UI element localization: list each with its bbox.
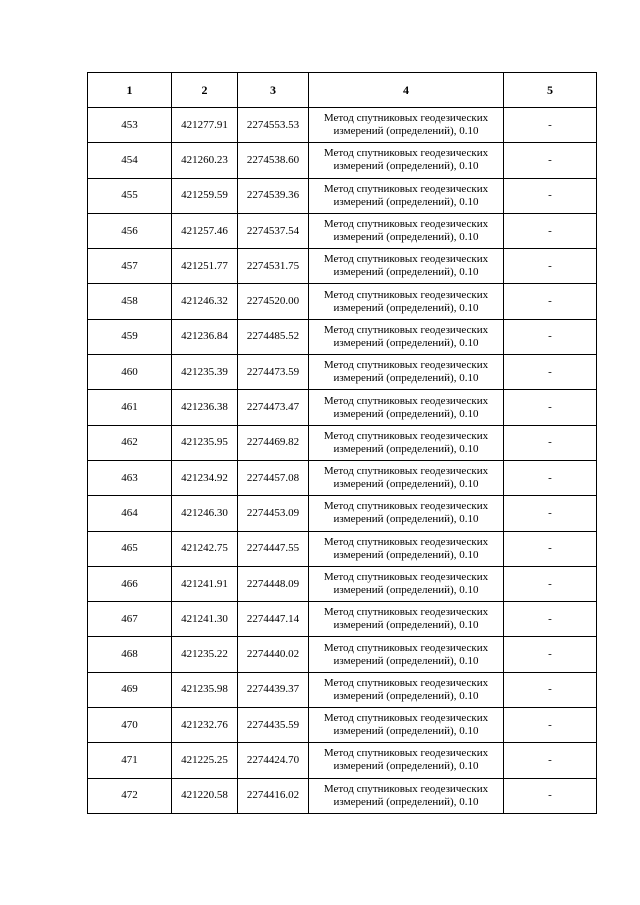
note-cell: - bbox=[504, 778, 597, 813]
table-row bbox=[88, 496, 597, 531]
method-cell bbox=[309, 108, 504, 143]
y-coordinate-cell: 2274531.75 bbox=[238, 249, 309, 284]
method-text-line: измерений (определений), 0.10 bbox=[333, 513, 479, 526]
method-text-line: Метод спутниковых геодезических bbox=[323, 500, 489, 513]
x-coordinate-cell: 421257.46 bbox=[172, 213, 238, 248]
x-coordinate-cell: 421235.22 bbox=[172, 637, 238, 672]
point-number-cell: 456 bbox=[88, 213, 172, 248]
table-row bbox=[88, 566, 597, 601]
x-coordinate-cell: 421251.77 bbox=[172, 249, 238, 284]
table-row bbox=[88, 743, 597, 778]
table-row bbox=[88, 425, 597, 460]
method-cell bbox=[309, 143, 504, 178]
x-coordinate-cell: 421232.76 bbox=[172, 708, 238, 743]
y-coordinate-cell: 2274473.59 bbox=[238, 355, 309, 390]
method-text-line: Метод спутниковых геодезических bbox=[323, 112, 489, 125]
method-text-line: Метод спутниковых геодезических bbox=[323, 288, 489, 301]
method-text-line: измерений (определений), 0.10 bbox=[333, 195, 479, 208]
method-text-line: измерений (определений), 0.10 bbox=[333, 231, 479, 244]
table-row bbox=[88, 108, 597, 143]
method-cell bbox=[309, 531, 504, 566]
point-number-cell: 469 bbox=[88, 672, 172, 707]
method-text-line: Метод спутниковых геодезических bbox=[323, 359, 489, 372]
y-coordinate-cell: 2274440.02 bbox=[238, 637, 309, 672]
note-cell: - bbox=[504, 637, 597, 672]
coordinates-table bbox=[87, 72, 597, 814]
x-coordinate-cell: 421259.59 bbox=[172, 178, 238, 213]
note-cell: - bbox=[504, 143, 597, 178]
method-cell bbox=[309, 743, 504, 778]
method-text-line: Метод спутниковых геодезических bbox=[323, 571, 489, 583]
note-cell: - bbox=[504, 531, 597, 566]
y-coordinate-cell: 2274537.54 bbox=[238, 213, 309, 248]
method-cell bbox=[309, 425, 504, 460]
point-number-cell: 461 bbox=[88, 390, 172, 425]
note-cell: - bbox=[504, 460, 597, 495]
y-coordinate-cell: 2274485.52 bbox=[238, 319, 309, 354]
method-text-line: Метод спутниковых геодезических bbox=[323, 782, 489, 795]
x-coordinate-cell: 421241.91 bbox=[172, 566, 238, 601]
method-text-line: измерений (определений), 0.10 bbox=[333, 689, 479, 702]
x-coordinate-cell: 421235.98 bbox=[172, 672, 238, 707]
method-cell bbox=[309, 249, 504, 284]
column-header-3: 3 bbox=[238, 73, 309, 108]
table-row bbox=[88, 213, 597, 248]
point-number-cell: 465 bbox=[88, 531, 172, 566]
x-coordinate-cell: 421225.25 bbox=[172, 743, 238, 778]
x-coordinate-cell: 421235.39 bbox=[172, 355, 238, 390]
method-text-line: Метод спутниковых геодезических bbox=[323, 429, 489, 442]
table-row bbox=[88, 672, 597, 707]
point-number-cell: 462 bbox=[88, 425, 172, 460]
note-cell: - bbox=[504, 496, 597, 531]
method-text-line: Метод спутниковых геодезических bbox=[323, 147, 489, 160]
method-text-line: Метод спутниковых геодезических bbox=[323, 253, 489, 266]
note-cell: - bbox=[504, 743, 597, 778]
table-row bbox=[88, 319, 597, 354]
note-cell: - bbox=[504, 425, 597, 460]
y-coordinate-cell: 2274539.36 bbox=[238, 178, 309, 213]
y-coordinate-cell: 2274448.09 bbox=[238, 566, 309, 601]
method-text-line: измерений (определений), 0.10 bbox=[333, 548, 479, 561]
y-coordinate-cell: 2274457.08 bbox=[238, 460, 309, 495]
note-cell: - bbox=[504, 249, 597, 284]
table-row bbox=[88, 460, 597, 495]
method-cell bbox=[309, 708, 504, 743]
method-text-line: измерений (определений), 0.10 bbox=[333, 654, 479, 667]
table-header-row bbox=[88, 73, 597, 108]
method-cell bbox=[309, 566, 504, 601]
method-cell bbox=[309, 213, 504, 248]
point-number-cell: 464 bbox=[88, 496, 172, 531]
table-row bbox=[88, 708, 597, 743]
table-row bbox=[88, 390, 597, 425]
method-cell bbox=[309, 496, 504, 531]
note-cell: - bbox=[504, 178, 597, 213]
note-cell: - bbox=[504, 284, 597, 319]
method-cell bbox=[309, 672, 504, 707]
method-text-line: измерений (определений), 0.10 bbox=[333, 372, 479, 385]
y-coordinate-cell: 2274439.37 bbox=[238, 672, 309, 707]
table-row bbox=[88, 531, 597, 566]
table-row bbox=[88, 778, 597, 813]
method-cell bbox=[309, 637, 504, 672]
point-number-cell: 472 bbox=[88, 778, 172, 813]
table-row bbox=[88, 143, 597, 178]
y-coordinate-cell: 2274453.09 bbox=[238, 496, 309, 531]
x-coordinate-cell: 421235.95 bbox=[172, 425, 238, 460]
method-text-line: измерений (определений), 0.10 bbox=[333, 584, 479, 596]
x-coordinate-cell: 421236.84 bbox=[172, 319, 238, 354]
method-cell bbox=[309, 460, 504, 495]
method-text-line: измерений (определений), 0.10 bbox=[333, 160, 479, 173]
y-coordinate-cell: 2274553.53 bbox=[238, 108, 309, 143]
method-text-line: измерений (определений), 0.10 bbox=[333, 795, 479, 808]
method-text-line: Метод спутниковых геодезических bbox=[323, 606, 489, 619]
method-text-line: Метод спутниковых геодезических bbox=[323, 676, 489, 689]
point-number-cell: 463 bbox=[88, 460, 172, 495]
point-number-cell: 460 bbox=[88, 355, 172, 390]
note-cell: - bbox=[504, 108, 597, 143]
point-number-cell: 458 bbox=[88, 284, 172, 319]
x-coordinate-cell: 421242.75 bbox=[172, 531, 238, 566]
point-number-cell: 453 bbox=[88, 108, 172, 143]
method-text-line: измерений (определений), 0.10 bbox=[333, 442, 479, 455]
method-cell bbox=[309, 178, 504, 213]
column-header-4: 4 bbox=[309, 73, 504, 108]
method-text-line: Метод спутниковых геодезических bbox=[323, 712, 489, 725]
y-coordinate-cell: 2274416.02 bbox=[238, 778, 309, 813]
y-coordinate-cell: 2274424.70 bbox=[238, 743, 309, 778]
method-text-line: измерений (определений), 0.10 bbox=[333, 725, 479, 738]
table-row bbox=[88, 355, 597, 390]
x-coordinate-cell: 421241.30 bbox=[172, 602, 238, 637]
method-text-line: измерений (определений), 0.10 bbox=[333, 407, 479, 420]
y-coordinate-cell: 2274469.82 bbox=[238, 425, 309, 460]
method-cell bbox=[309, 284, 504, 319]
column-header-1: 1 bbox=[88, 73, 172, 108]
point-number-cell: 466 bbox=[88, 566, 172, 601]
table-row bbox=[88, 602, 597, 637]
table-row bbox=[88, 637, 597, 672]
y-coordinate-cell: 2274473.47 bbox=[238, 390, 309, 425]
method-text-line: измерений (определений), 0.10 bbox=[333, 478, 479, 491]
method-text-line: Метод спутниковых геодезических bbox=[323, 747, 489, 760]
method-text-line: измерений (определений), 0.10 bbox=[333, 301, 479, 314]
note-cell: - bbox=[504, 566, 597, 601]
point-number-cell: 454 bbox=[88, 143, 172, 178]
point-number-cell: 455 bbox=[88, 178, 172, 213]
x-coordinate-cell: 421236.38 bbox=[172, 390, 238, 425]
method-text-line: Метод спутниковых геодезических bbox=[323, 535, 489, 548]
method-text-line: Метод спутниковых геодезических bbox=[323, 465, 489, 478]
method-cell bbox=[309, 778, 504, 813]
point-number-cell: 470 bbox=[88, 708, 172, 743]
note-cell: - bbox=[504, 319, 597, 354]
note-cell: - bbox=[504, 390, 597, 425]
note-cell: - bbox=[504, 602, 597, 637]
table-row bbox=[88, 284, 597, 319]
x-coordinate-cell: 421277.91 bbox=[172, 108, 238, 143]
method-text-line: Метод спутниковых геодезических bbox=[323, 641, 489, 654]
x-coordinate-cell: 421220.58 bbox=[172, 778, 238, 813]
method-cell bbox=[309, 319, 504, 354]
note-cell: - bbox=[504, 672, 597, 707]
method-text-line: Метод спутниковых геодезических bbox=[323, 323, 489, 336]
method-text-line: измерений (определений), 0.10 bbox=[333, 619, 479, 632]
method-cell bbox=[309, 355, 504, 390]
point-number-cell: 468 bbox=[88, 637, 172, 672]
column-header-5: 5 bbox=[504, 73, 597, 108]
y-coordinate-cell: 2274447.14 bbox=[238, 602, 309, 637]
note-cell: - bbox=[504, 355, 597, 390]
method-cell bbox=[309, 390, 504, 425]
method-text-line: Метод спутниковых геодезических bbox=[323, 218, 489, 231]
x-coordinate-cell: 421246.30 bbox=[172, 496, 238, 531]
note-cell: - bbox=[504, 213, 597, 248]
method-text-line: измерений (определений), 0.10 bbox=[333, 336, 479, 349]
x-coordinate-cell: 421260.23 bbox=[172, 143, 238, 178]
x-coordinate-cell: 421246.32 bbox=[172, 284, 238, 319]
x-coordinate-cell: 421234.92 bbox=[172, 460, 238, 495]
y-coordinate-cell: 2274435.59 bbox=[238, 708, 309, 743]
point-number-cell: 471 bbox=[88, 743, 172, 778]
column-header-2: 2 bbox=[172, 73, 238, 108]
table-row bbox=[88, 178, 597, 213]
table-body bbox=[88, 108, 597, 814]
method-text-line: Метод спутниковых геодезических bbox=[323, 394, 489, 407]
point-number-cell: 457 bbox=[88, 249, 172, 284]
note-cell: - bbox=[504, 708, 597, 743]
method-text-line: измерений (определений), 0.10 bbox=[333, 760, 479, 773]
method-text-line: измерений (определений), 0.10 bbox=[333, 125, 479, 138]
point-number-cell: 459 bbox=[88, 319, 172, 354]
y-coordinate-cell: 2274520.00 bbox=[238, 284, 309, 319]
point-number-cell: 467 bbox=[88, 602, 172, 637]
method-text-line: Метод спутниковых геодезических bbox=[323, 182, 489, 195]
method-text-line: измерений (определений), 0.10 bbox=[333, 266, 479, 279]
table-row bbox=[88, 249, 597, 284]
method-cell bbox=[309, 602, 504, 637]
y-coordinate-cell: 2274538.60 bbox=[238, 143, 309, 178]
y-coordinate-cell: 2274447.55 bbox=[238, 531, 309, 566]
